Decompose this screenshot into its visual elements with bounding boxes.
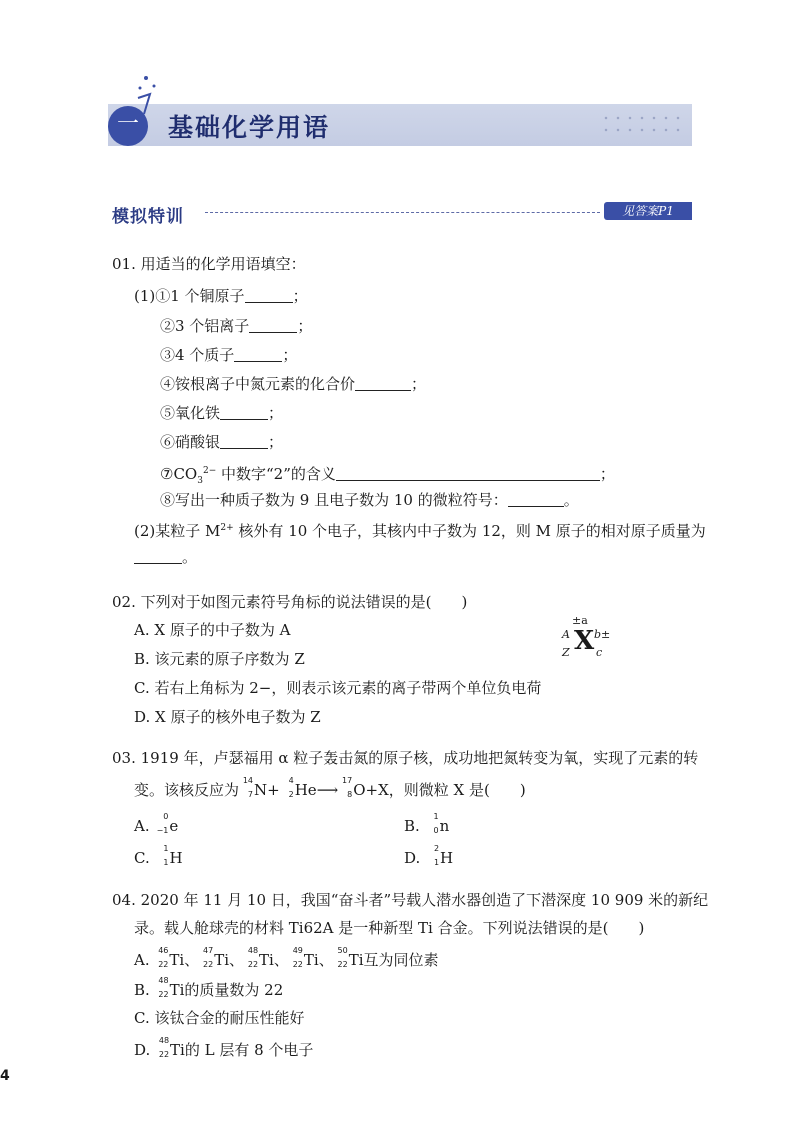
q1-item-6: ⑥硝酸银 ； [160,433,284,451]
answer-blank[interactable] [220,432,268,449]
q3-option-d[interactable]: D. 2 1 H [404,844,454,867]
answer-blank[interactable] [249,316,297,333]
q3-option-a[interactable]: A. 0 −1 e [134,812,179,835]
element-symbol-figure: ±a A X b± Z c [562,614,611,659]
q3-option-b[interactable]: B. 1 0 n [404,812,450,835]
q3-stem-line1: 03. 1919 年，卢瑟福用 α 粒子轰击氮的原子核，成功地把氮转变为氧，实现了元素的转 [112,749,699,767]
answer-blank[interactable] [245,286,293,303]
q3-option-c[interactable]: C. 1 1 H [134,844,183,867]
q1-part-2: (2)某粒子 $M^{2+}$ 核外有 10 个电子，其核内中子数为 12，则 M 原子的相对原子质量为 [134,522,706,540]
answer-blank[interactable] [336,464,600,481]
section-divider [205,212,600,213]
q4-option-d[interactable]: D. 48 22 Ti的 L 层有 8 个电子 [134,1036,314,1059]
q2-option-d[interactable]: D. X 原子的核外电子数为 Z [134,708,321,726]
q2-option-a[interactable]: A. X 原子的中子数为 A [134,621,291,639]
q2-stem: 02. 下列对于如图元素符号角标的说法错误的是( ) [112,593,468,611]
q1-item-5: ⑤氧化铁 ； [160,404,284,422]
banner-dot-pattern [600,112,680,140]
q2-option-c[interactable]: C. 若右上角标为 2−，则表示该元素的离子带两个单位负电荷 [134,679,542,697]
answer-blank[interactable] [355,374,411,391]
answer-blank[interactable] [508,490,564,507]
chapter-number-badge: 一 [108,106,148,146]
q4-option-c[interactable]: C. 该钛合金的耐压性能好 [134,1009,305,1027]
q4-stem-line2: 录。载人舱球壳的材料 Ti62A 是一种新型 Ti 合金。下列说法错误的是( ) [134,919,645,937]
q4-option-b[interactable]: B. 48 22 Ti的质量数为 22 [134,976,284,999]
q2-option-b[interactable]: B. 该元素的原子序数为 Z [134,650,305,668]
q4-stem-line1: 04. 2020 年 11 月 10 日，我国“奋斗者”号载人潜水器创造了下潜深度 10 909 米的新纪 [112,891,709,909]
q3-stem-line2: 变。该核反应为 14 7 N+ 4 2 He⟶ 17 8 O+X，则微粒 X 是( ) [134,776,526,799]
chapter-title: 基础化学用语 [168,113,331,142]
answer-blank[interactable] [234,345,282,362]
answer-reference-tag: 见答案P1 [604,202,692,220]
section-title: 模拟特训 [112,207,184,227]
q1-stem: 01. 用适当的化学用语填空： [112,255,306,273]
answer-blank[interactable] [134,547,182,564]
q1-item-7: $⑦CO_3^{2-}$ 中数字“2”的含义 ； [160,465,615,486]
q1-item-1: (1)①1 个铜原子 ； [134,287,308,305]
answer-blank[interactable] [220,403,268,420]
q1-item-3: ③4 个质子 ； [160,346,298,364]
q1-item-8: ⑧写出一种质子数为 9 且电子数为 10 的微粒符号： 。 [160,491,579,509]
q1-item-4: ④铵根离子中氮元素的化合价 ； [160,375,427,393]
q4-option-a[interactable]: A. 46 22 Ti、 47 22 Ti、 48 22 Ti、 49 22 Ti、 50 22 Ti互为同位素 [134,946,439,969]
q1-item-2: ②3 个铝离子 ； [160,317,313,335]
q1-part-2-answer: 。 [134,547,197,567]
page-number: 4 [0,1068,10,1084]
